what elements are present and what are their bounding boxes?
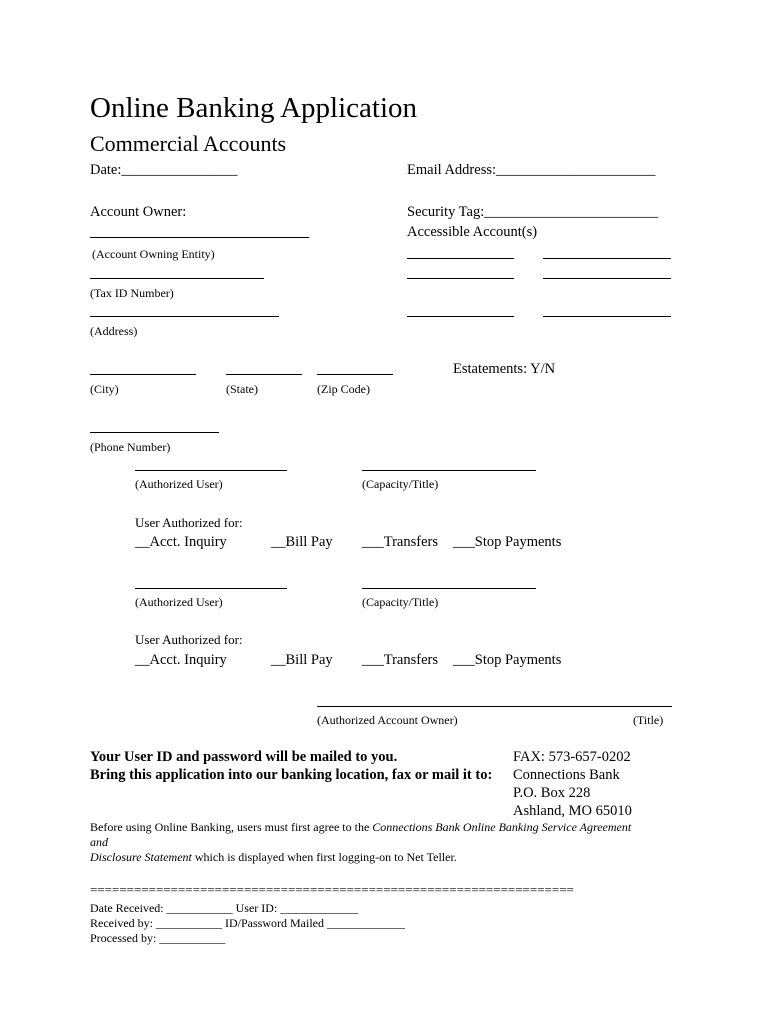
stop-payments-option[interactable]: ___Stop Payments [453,534,562,550]
transfers-option[interactable]: ___Transfers [362,534,438,550]
user-id: User ID: _____________ [235,901,359,915]
bill-pay-option[interactable]: __Bill Pay [271,652,333,668]
id-password-mailed: ID/Password Mailed _____________ [224,916,405,930]
accessible-accounts-label: Accessible Account(s) [407,224,538,240]
security-tag-field[interactable]: Security Tag:________________________ [407,204,659,220]
date-received: Date Received: ___________ [90,901,233,915]
user-authorized-for-label: User Authorized for: [135,515,243,530]
fax-number: FAX: 573-657-0202 [513,749,631,765]
title-label: (Title) [633,713,664,727]
zip-line[interactable] [317,374,393,375]
mail-notice-line1: Your User ID and password will be mailed to you. [90,749,398,765]
city-label: (City) [90,382,119,396]
disclosure-notice [90,850,457,865]
acct-inquiry-option[interactable]: __Acct. Inquiry [135,652,227,668]
zip-label: (Zip Code) [317,382,370,396]
accessible-account-line[interactable] [407,258,514,259]
estatements-field[interactable]: Estatements: Y/N [453,361,556,377]
bank-city: Ashland, MO 65010 [513,803,632,819]
capacity-title-label: (Capacity/Title) [362,595,439,609]
accessible-account-line[interactable] [543,316,671,317]
processed-by-field[interactable]: Processed by: ___________ [90,931,226,945]
state-line[interactable] [226,374,302,375]
email-field[interactable]: Email Address:______________________ [407,162,656,178]
date-field[interactable]: Date:________________ [90,162,238,178]
authorized-account-owner-label: (Authorized Account Owner) [317,713,458,727]
page-title: Online Banking Application [90,92,418,124]
accessible-account-line[interactable] [543,278,671,279]
capacity-title-line[interactable] [362,588,536,589]
tax-id-line[interactable] [90,278,264,279]
authorized-user-label: (Authorized User) [135,595,223,609]
signature-line[interactable] [317,706,672,707]
phone-label: (Phone Number) [90,440,171,454]
notice-suffix: which is displayed when first logging-on to Net Teller. [191,850,457,864]
capacity-title-label: (Capacity/Title) [362,477,439,491]
accessible-account-line[interactable] [407,316,514,317]
authorized-user-label: (Authorized User) [135,477,223,491]
bank-name: Connections Bank [513,767,620,783]
notice-prefix: Before using Online Banking, users must first agree to the [90,820,373,834]
account-owner-label: Account Owner: [90,204,187,220]
mail-notice-line2: Bring this application into our banking location, fax or mail it to: [90,767,493,783]
separator: ================================================================== [90,882,574,897]
accessible-account-line[interactable] [543,258,671,259]
tax-id-label: (Tax ID Number) [90,286,174,300]
address-label: (Address) [90,324,138,338]
received-by-field[interactable] [90,916,405,931]
address-line[interactable] [90,316,279,317]
transfers-option[interactable]: ___Transfers [362,652,438,668]
agreement-name: Connections Bank Online Banking Service Agreement [372,820,632,834]
authorized-user-line[interactable] [135,588,287,589]
accessible-account-line[interactable] [407,278,514,279]
bill-pay-option[interactable]: __Bill Pay [271,534,333,550]
phone-line[interactable] [90,432,219,433]
notice-and: and [90,835,108,849]
city-line[interactable] [90,374,196,375]
agreement-notice [90,820,631,835]
received-by: Received by: ___________ [90,916,222,930]
user-authorized-for-label: User Authorized for: [135,632,243,647]
stop-payments-option[interactable]: ___Stop Payments [453,652,562,668]
account-owning-entity-line[interactable] [90,237,309,238]
page-subtitle: Commercial Accounts [90,131,287,156]
capacity-title-line[interactable] [362,470,536,471]
acct-inquiry-option[interactable]: __Acct. Inquiry [135,534,227,550]
po-box: P.O. Box 228 [513,785,591,801]
account-owning-entity-label: (Account Owning Entity) [92,247,215,261]
state-label: (State) [226,382,258,396]
disclosure-name: Disclosure Statement [90,850,192,864]
date-received-field[interactable] [90,901,358,916]
authorized-user-line[interactable] [135,470,287,471]
